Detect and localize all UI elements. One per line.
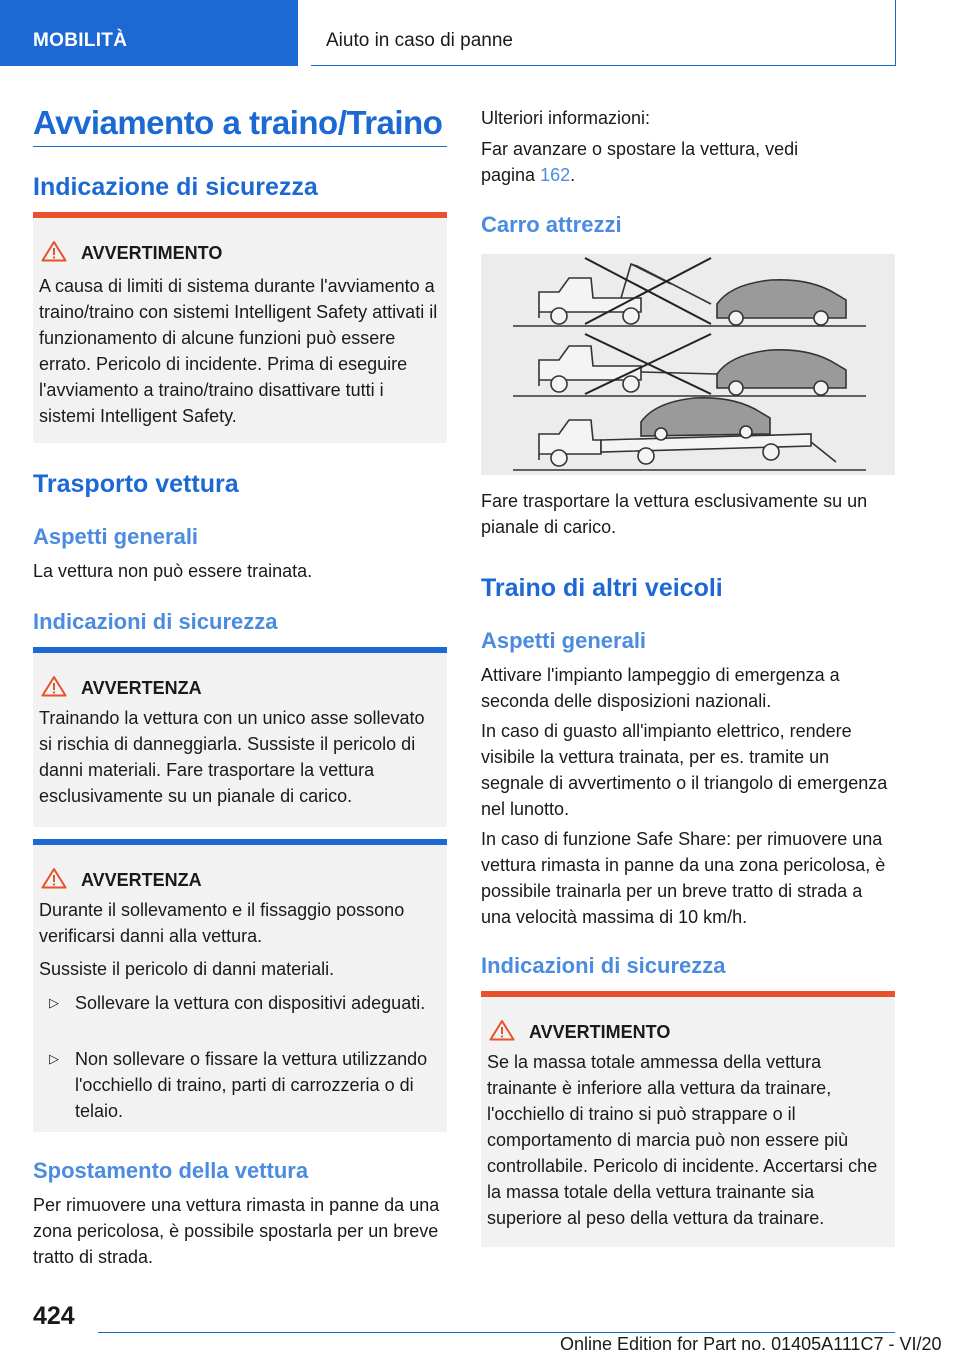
page-number: 424: [33, 1302, 75, 1330]
caution-text: Sussiste il pericolo di danni materiali.: [39, 959, 335, 979]
caution-header: [41, 867, 202, 891]
tow-caption: Fare trasportare la vettura esclusivamente su un pianale di carico.: [481, 491, 868, 537]
general-paragraph: In caso di guasto all'impianto elettrico, rendere visibile la vettura trainata, per es. tramite un segnale di avvertimento o il triangolo di emergenza nel lunotto.: [481, 721, 888, 819]
footer-divider: [98, 1332, 895, 1333]
page-link[interactable]: 162: [540, 165, 571, 185]
chapter-tab: Aiuto in caso di panne: [311, 0, 896, 66]
bullet-text: Non sollevare o fissare la vettura utilizzando l'occhiello di traino, parti di carrozzeria o di telaio.: [75, 1049, 428, 1121]
safety-heading-2: Indicazioni di sicurezza: [33, 609, 278, 634]
caution-header: [41, 675, 202, 699]
warning-header: [489, 1019, 670, 1043]
tow-truck-illustration: [481, 254, 895, 475]
warning-bar: [33, 212, 447, 218]
bullet-arrow-icon: ▷: [49, 995, 59, 1010]
general-paragraph: Attivare l'impianto lampeggio di emergenza a seconda delle disposizioni nazionali.: [481, 665, 840, 711]
warning-triangle-icon: [489, 1019, 515, 1041]
general-heading: Aspetti generali: [33, 524, 199, 549]
caution-label: AVVERTENZA: [81, 678, 202, 698]
more-info-text: Far avanzare o spostare la vettura, vedi pagina 162.: [481, 139, 799, 185]
tow-truck-diagram: [481, 254, 895, 475]
towing-heading: Traino di altri veicoli: [481, 574, 723, 602]
move-heading: Spostamento della vettura: [33, 1158, 309, 1183]
caution-bar: [33, 839, 447, 845]
general-paragraph: In caso di funzione Safe Share: per rimuovere una vettura rimasta in panne da una zona pericolosa, è possibile trainarla per un breve tratto di strada a una velocità massima di 10 km/h.: [481, 829, 886, 927]
caution-text: Trainando la vettura con un unico asse sollevato si rischia di danneggiarla. Sussiste il pericolo di danni materiali. Fare trasportare la vettura esclusivamente su un pianale di carico.: [39, 708, 425, 806]
warning-text: Se la massa totale ammessa della vettura trainante è inferiore alla vettura da trainare, l'occhiello di traino si può strappare o il comportamento di marcia può non essere più controllabile. Pericolo di incidente. Accertarsi che la massa totale della vettura trainante sia superiore al peso della vettura da trainare.: [487, 1052, 878, 1228]
bullet-text: Sollevare la vettura con dispositivi adeguati.: [75, 993, 426, 1013]
caution-triangle-icon: [41, 867, 67, 889]
transport-heading: Trasporto vettura: [33, 470, 239, 498]
tow-truck-heading: Carro attrezzi: [481, 212, 622, 237]
safety-heading: Indicazione di sicurezza: [33, 173, 318, 201]
warning-triangle-icon: [41, 240, 67, 262]
caution-label: AVVERTENZA: [81, 870, 202, 890]
caution-bar: [33, 647, 447, 653]
section-tab: MOBILITÀ: [0, 0, 298, 66]
warning-box: [33, 212, 447, 443]
caution-triangle-icon: [41, 675, 67, 697]
warning-label: AVVERTIMENTO: [529, 1022, 671, 1042]
tow-truck-icon: [539, 264, 711, 324]
more-info-label: Ulteriori informazioni:: [481, 108, 651, 128]
warning-label: AVVERTIMENTO: [81, 243, 223, 263]
warning-box-right: [481, 991, 895, 1247]
warning-bar: [481, 991, 895, 997]
page-title: Avviamento a traino/Traino: [33, 104, 443, 141]
page-header: [0, 0, 960, 66]
move-text: Per rimuovere una vettura rimasta in panne da una zona pericolosa, è possibile spostarla per un breve tratto di strada.: [33, 1195, 440, 1267]
general-heading-right: Aspetti generali: [481, 628, 647, 653]
title-divider: [33, 146, 447, 147]
caution-box-1: [33, 647, 447, 827]
bullet-arrow-icon: ▷: [49, 1051, 59, 1066]
caution-text: Durante il sollevamento e il fissaggio possono verificarsi danni alla vettura.: [39, 900, 405, 946]
edition-text: Online Edition for Part no. 01405A111C7 - VI/20: [560, 1334, 942, 1354]
warning-header: [41, 240, 222, 264]
safety-heading-right: Indicazioni di sicurezza: [481, 953, 726, 978]
warning-text: A causa di limiti di sistema durante l'avviamento a traino/traino con sistemi Intelligent Safety attivati il funzionamento di alcune funzioni può essere errato. Pericolo di incidente. Prima di eseguire l'avviamento a traino/traino disattivare tutti i sistemi Intelligent Safety.: [39, 276, 438, 426]
general-text: La vettura non può essere trainata.: [33, 561, 313, 581]
car-icon: [717, 280, 846, 325]
caution-box-2: [33, 839, 447, 1132]
